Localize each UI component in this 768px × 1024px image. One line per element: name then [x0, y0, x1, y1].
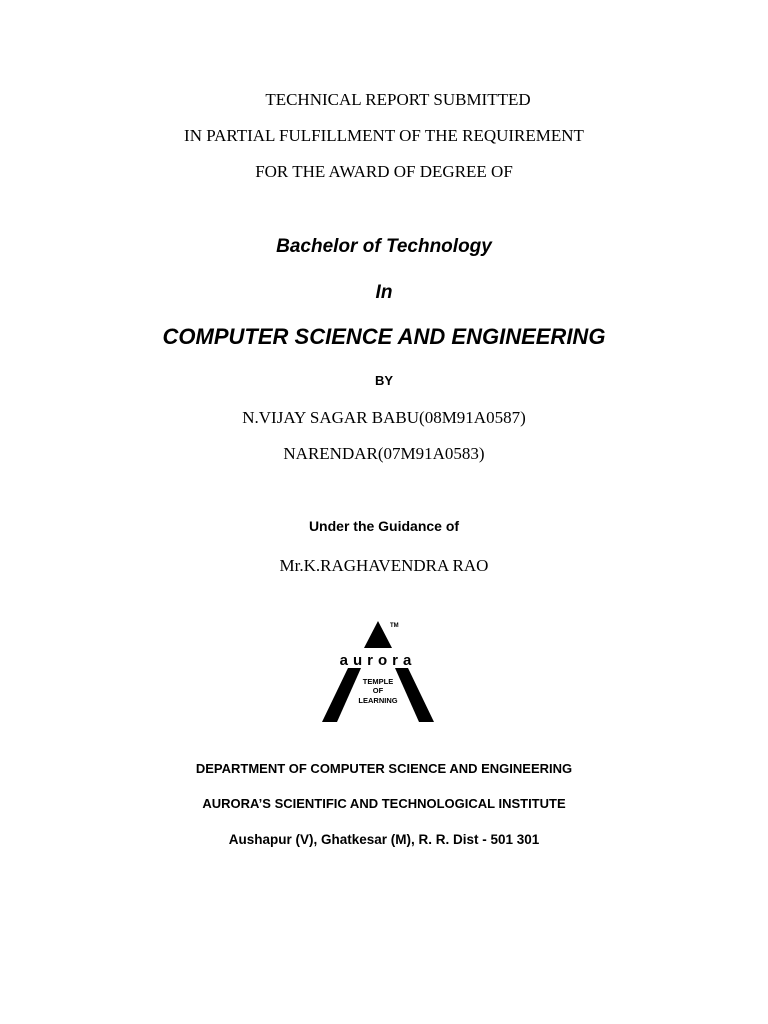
student-name: NARENDAR(07M91A0583): [283, 444, 485, 463]
logo-trademark: TM: [390, 623, 399, 629]
degree-connector: In: [375, 282, 393, 303]
branch-title: COMPUTER SCIENCE AND ENGINEERING: [162, 324, 606, 349]
by-label: BY: [374, 373, 394, 388]
logo-tagline-line: LEARNING: [358, 696, 398, 705]
partial-fulfillment-line: IN PARTIAL FULFILLMENT OF THE REQUIREMENT: [184, 126, 584, 145]
logo-brand-text: aurora: [339, 652, 417, 669]
institute-address: Aushapur (V), Ghatkesar (M), R. R. Dist - 501 301: [228, 832, 540, 847]
guide-name: Mr.K.RAGHAVENDRA RAO: [279, 556, 489, 575]
degree-name: Bachelor of Technology: [276, 236, 492, 257]
logo-tagline-line: OF: [372, 686, 384, 695]
aurora-logo: [320, 618, 436, 724]
guidance-label: Under the Guidance of: [308, 518, 460, 534]
award-degree-line: FOR THE AWARD OF DEGREE OF: [255, 162, 513, 181]
department-name: DEPARTMENT OF COMPUTER SCIENCE AND ENGINEERING: [195, 761, 573, 776]
report-submitted-line: TECHNICAL REPORT SUBMITTED: [265, 90, 531, 109]
institute-name: AURORA’S SCIENTIFIC AND TECHNOLOGICAL INSTITUTE: [202, 796, 566, 811]
student-name: N.VIJAY SAGAR BABU(08M91A0587): [242, 408, 526, 427]
logo-tagline-line: TEMPLE: [362, 677, 394, 686]
